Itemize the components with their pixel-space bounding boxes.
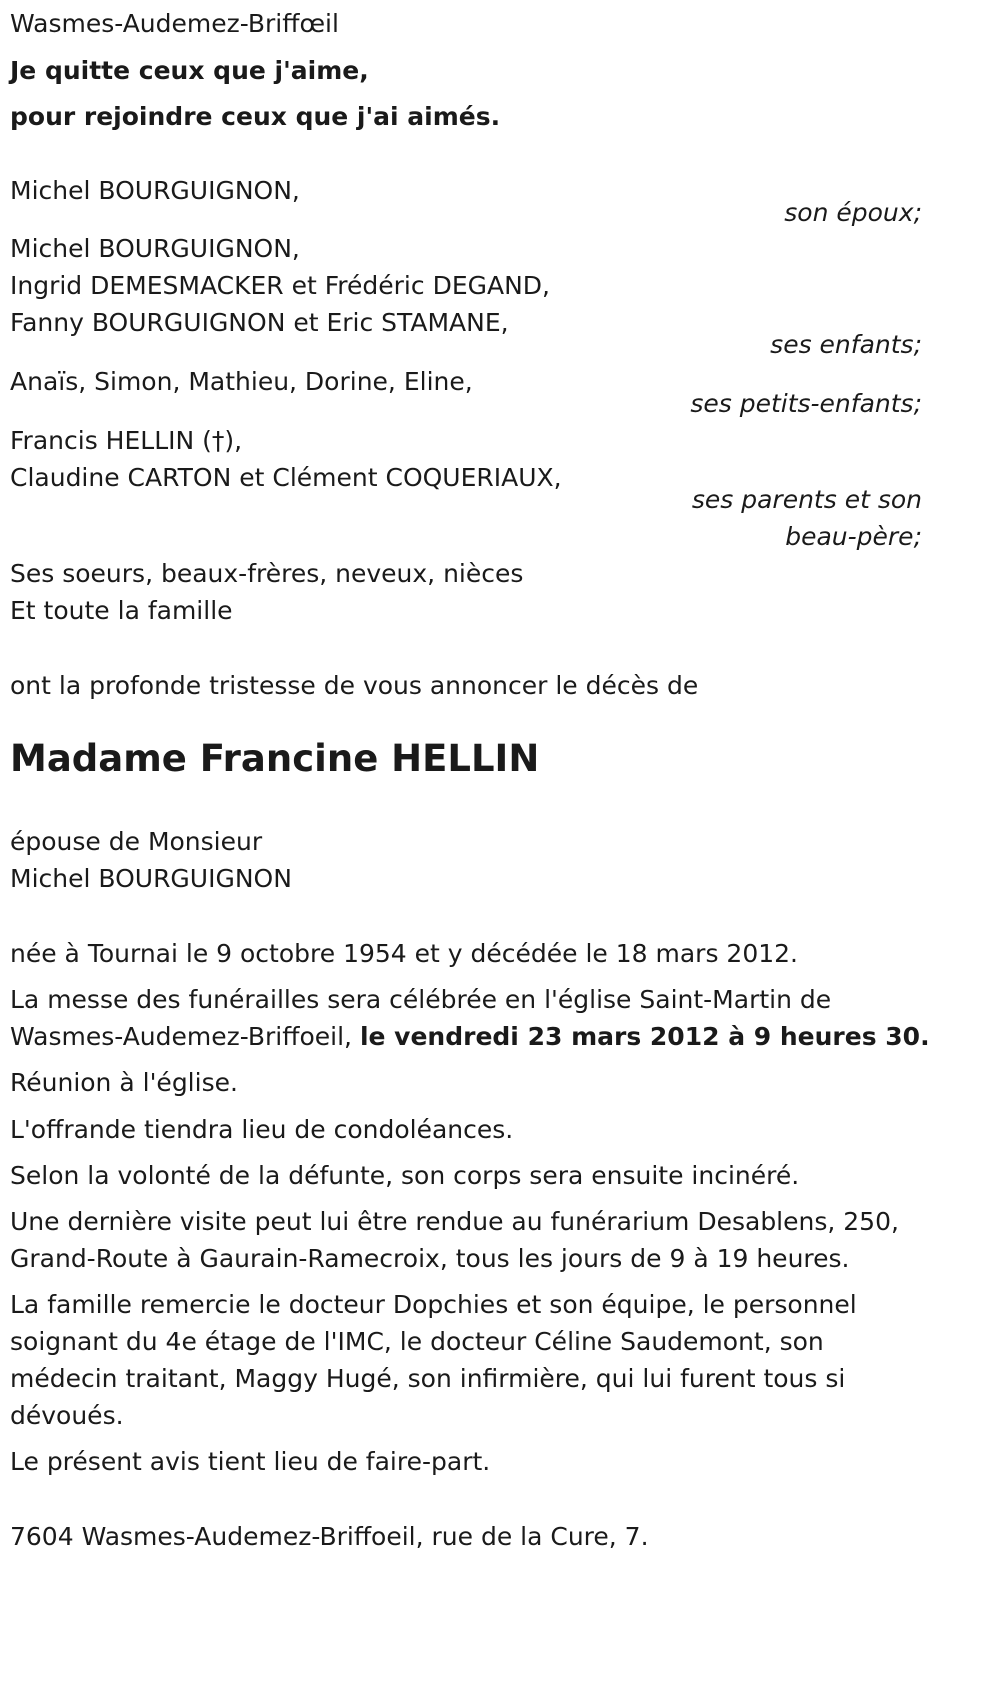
funeral-line-2 — [10, 1018, 930, 1055]
meeting-text: Réunion à l'église. — [10, 1068, 238, 1097]
deceased-name: Madame Francine HELLIN — [10, 737, 540, 780]
quote-line-2: pour rejoindre ceux que j'ai aimés. — [10, 102, 501, 131]
spouse-name: Michel BOURGUIGNON, — [10, 176, 300, 205]
address-text: 7604 Wasmes-Audemez-Briffoeil, rue de la Cure, 7. — [10, 1522, 649, 1551]
location-header: Wasmes-Audemez-Briffœil — [10, 9, 339, 38]
parents-role-line-1: ses parents et son — [691, 485, 922, 514]
parent-name: Claudine CARTON et Clément COQUERIAUX, — [10, 463, 562, 492]
child-name: Fanny BOURGUIGNON et Eric STAMANE, — [10, 308, 509, 337]
parent-name: Francis HELLIN (†), — [10, 426, 243, 455]
child-name: Michel BOURGUIGNON, — [10, 234, 300, 263]
parents-role-line-2: beau-père; — [785, 522, 922, 551]
cremation-text: Selon la volonté de la défunte, son corps sera ensuite incinéré. — [10, 1161, 800, 1190]
quote-line-1: Je quitte ceux que j'aime, — [10, 56, 369, 85]
thanks-line: La famille remercie le docteur Dopchies et son équipe, le personnel — [10, 1290, 857, 1319]
spouse-role: son époux; — [784, 198, 922, 227]
grandchildren-role: ses petits-enfants; — [690, 389, 922, 418]
spouse-of-line: Michel BOURGUIGNON — [10, 864, 292, 893]
funeral-date-time: le vendredi 23 mars 2012 à 9 heures 30. — [359, 1022, 930, 1051]
notice-text: Le présent avis tient lieu de faire-part. — [10, 1447, 491, 1476]
funeral-line-1: La messe des funérailles sera célébrée en l'église Saint-Martin de — [10, 985, 832, 1014]
birth-death-text: née à Tournai le 9 octobre 1954 et y décédée le 18 mars 2012. — [10, 939, 798, 968]
other-family: Ses soeurs, beaux-frères, neveux, nièces — [10, 559, 524, 588]
visit-line: Une dernière visite peut lui être rendue au funérarium Desablens, 250, — [10, 1207, 899, 1236]
grandchildren-names: Anaïs, Simon, Mathieu, Dorine, Eline, — [10, 367, 473, 396]
thanks-line: soignant du 4e étage de l'IMC, le docteur Céline Saudemont, son — [10, 1327, 824, 1356]
funeral-location: Wasmes-Audemez-Briffoeil, — [10, 1022, 360, 1051]
thanks-line: dévoués. — [10, 1401, 124, 1430]
child-name: Ingrid DEMESMACKER et Frédéric DEGAND, — [10, 271, 550, 300]
thanks-line: médecin traitant, Maggy Hugé, son infirmière, qui lui furent tous si — [10, 1364, 846, 1393]
children-role: ses enfants; — [770, 330, 922, 359]
other-family: Et toute la famille — [10, 596, 233, 625]
spouse-of-line: épouse de Monsieur — [10, 827, 263, 856]
announcement-text: ont la profonde tristesse de vous annoncer le décès de — [10, 671, 699, 700]
visit-line: Grand-Route à Gaurain-Ramecroix, tous les jours de 9 à 19 heures. — [10, 1244, 850, 1273]
offering-text: L'offrande tiendra lieu de condoléances. — [10, 1115, 514, 1144]
